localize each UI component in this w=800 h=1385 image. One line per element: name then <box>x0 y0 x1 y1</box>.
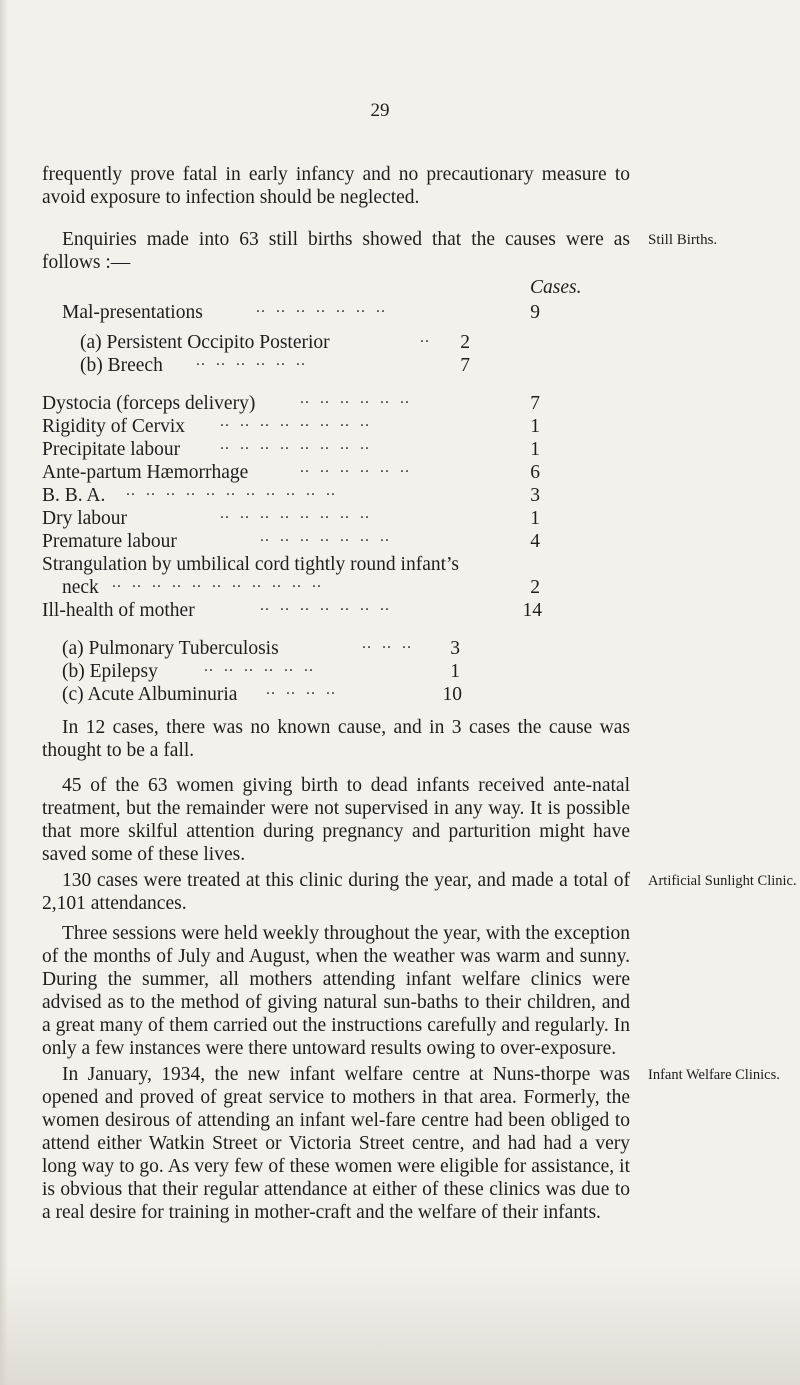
cause-label: Mal-presentations <box>62 302 203 323</box>
cause-value: 1 <box>530 439 540 460</box>
cause-value: 3 <box>530 485 540 506</box>
cause-value: 9 <box>530 302 540 323</box>
unknown-cause-paragraph: In 12 cases, there was no known cause, and in 3 cases the cause was thought to be a fall. <box>42 717 630 761</box>
margin-note-infant-welfare: Infant Welfare Clinics. <box>648 1067 780 1083</box>
cases-header: Cases. <box>530 277 582 298</box>
dot-leader: .. .. .. .. .. .. <box>196 352 306 369</box>
cause-label: Strangulation by umbilical cord tightly round infant’s <box>42 554 460 575</box>
dot-leader: .. .. .. .. .. .. .. .. .. .. .. <box>112 574 322 591</box>
margin-note-sunlight-clinic: Artificial Sunlight Clinic. <box>648 873 797 889</box>
cause-label: Rigidity of Cervix <box>42 416 185 437</box>
sub-cause-label: (a) Pulmonary Tuberculosis <box>62 638 279 659</box>
dot-leader: .. .. .. .. .. .. <box>204 658 314 675</box>
sub-cause-label: (b) Epilepsy <box>62 661 158 682</box>
still-births-intro: Enquiries made into 63 still births showed that the causes were as follows :— <box>42 229 630 273</box>
cause-label: Dry labour <box>42 508 128 529</box>
sub-cause-value: 3 <box>450 638 460 659</box>
cause-value: 6 <box>530 462 540 483</box>
dot-leader: .. .. .. .. .. .. .. .. .. .. .. <box>126 482 336 499</box>
intro-paragraph: frequently prove fatal in early infancy and no precautionary measure to avoid exposure to infection should be neglected. <box>42 164 630 208</box>
sunlight-paragraph-2: Three sessions were held weekly throughout the year, with the exception of the months of July and August, when the weather was warm and sunny. During the summer, all mothers attending infant welfare clinics were advised as to the method of giving natural sun-baths to their children, and a great many of them carried out the instructions carefully and regularly. In only a few instances were there untoward results owing to over-exposure. <box>42 923 630 1059</box>
sub-cause-value: 1 <box>450 661 460 682</box>
cause-value: 1 <box>530 508 540 529</box>
cause-label: Ante-partum Hæmorrhage <box>42 462 249 483</box>
page-number: 29 <box>370 100 390 121</box>
dot-leader: .. .. .. .. .. .. .. .. <box>220 505 370 522</box>
dot-leader: .. .. .. .. .. .. .. <box>260 528 390 545</box>
sub-cause-label: (a) Persistent Occipito Posterior <box>80 332 330 353</box>
sub-cause-label: (c) Acute Albuminuria <box>62 684 238 705</box>
sub-cause-value: 2 <box>460 332 470 353</box>
welfare-paragraph: In January, 1934, the new infant welfare centre at Nuns-thorpe was opened and proved of great service to mothers in that area. Formerly, the women desirous of attending an infant wel-fare centre had been obliged to attend either Watkin Street or Victoria Street centre, and had had a very long way to go. As very few of these women were eligible for assistance, it is obvious that their regular attendance at either of these clinics was due to a real desire for training in mother-craft and the welfare of their infants. <box>42 1064 630 1223</box>
antenatal-paragraph: 45 of the 63 women giving birth to dead infants received ante-natal treatment, but the remainder were not supervised in any way. It is possible that more skilful attention during pregnancy and parturition might have saved some of these lives. <box>42 775 630 865</box>
dot-leader: .. .. .. .. <box>266 681 336 698</box>
page-edge-shadow <box>0 0 8 1385</box>
dot-leader: .. .. .. .. .. .. .. .. <box>220 413 370 430</box>
sub-cause-label: (b) Breech <box>80 355 163 376</box>
cause-label: B. B. A. <box>42 485 106 506</box>
page-bottom-shadow <box>0 1265 800 1385</box>
sunlight-paragraph-1: 130 cases were treated at this clinic during the year, and made a total of 2,101 attendances. <box>42 870 630 914</box>
cause-value: 2 <box>530 577 540 598</box>
cause-label: Ill-health of mother <box>42 600 195 621</box>
dot-leader: .. .. .. .. .. .. <box>300 459 410 476</box>
cause-label-continued: neck <box>62 577 99 598</box>
sub-cause-value: 7 <box>460 355 470 376</box>
cause-label: Dystocia (forceps delivery) <box>42 393 256 414</box>
dot-leader: .. <box>420 329 430 346</box>
dot-leader: .. .. .. .. .. .. <box>300 390 410 407</box>
cause-value: 7 <box>530 393 540 414</box>
cause-label: Precipitate labour <box>42 439 181 460</box>
cause-value: 1 <box>530 416 540 437</box>
cause-value: 4 <box>530 531 540 552</box>
sub-cause-value: 10 <box>442 684 462 705</box>
dot-leader: .. .. .. <box>362 635 412 652</box>
cause-label: Premature labour <box>42 531 177 552</box>
cause-value: 14 <box>522 600 542 621</box>
dot-leader: .. .. .. .. .. .. .. <box>256 299 386 316</box>
margin-note-still-births: Still Births. <box>648 232 718 248</box>
dot-leader: .. .. .. .. .. .. .. .. <box>220 436 370 453</box>
dot-leader: .. .. .. .. .. .. .. <box>260 597 390 614</box>
